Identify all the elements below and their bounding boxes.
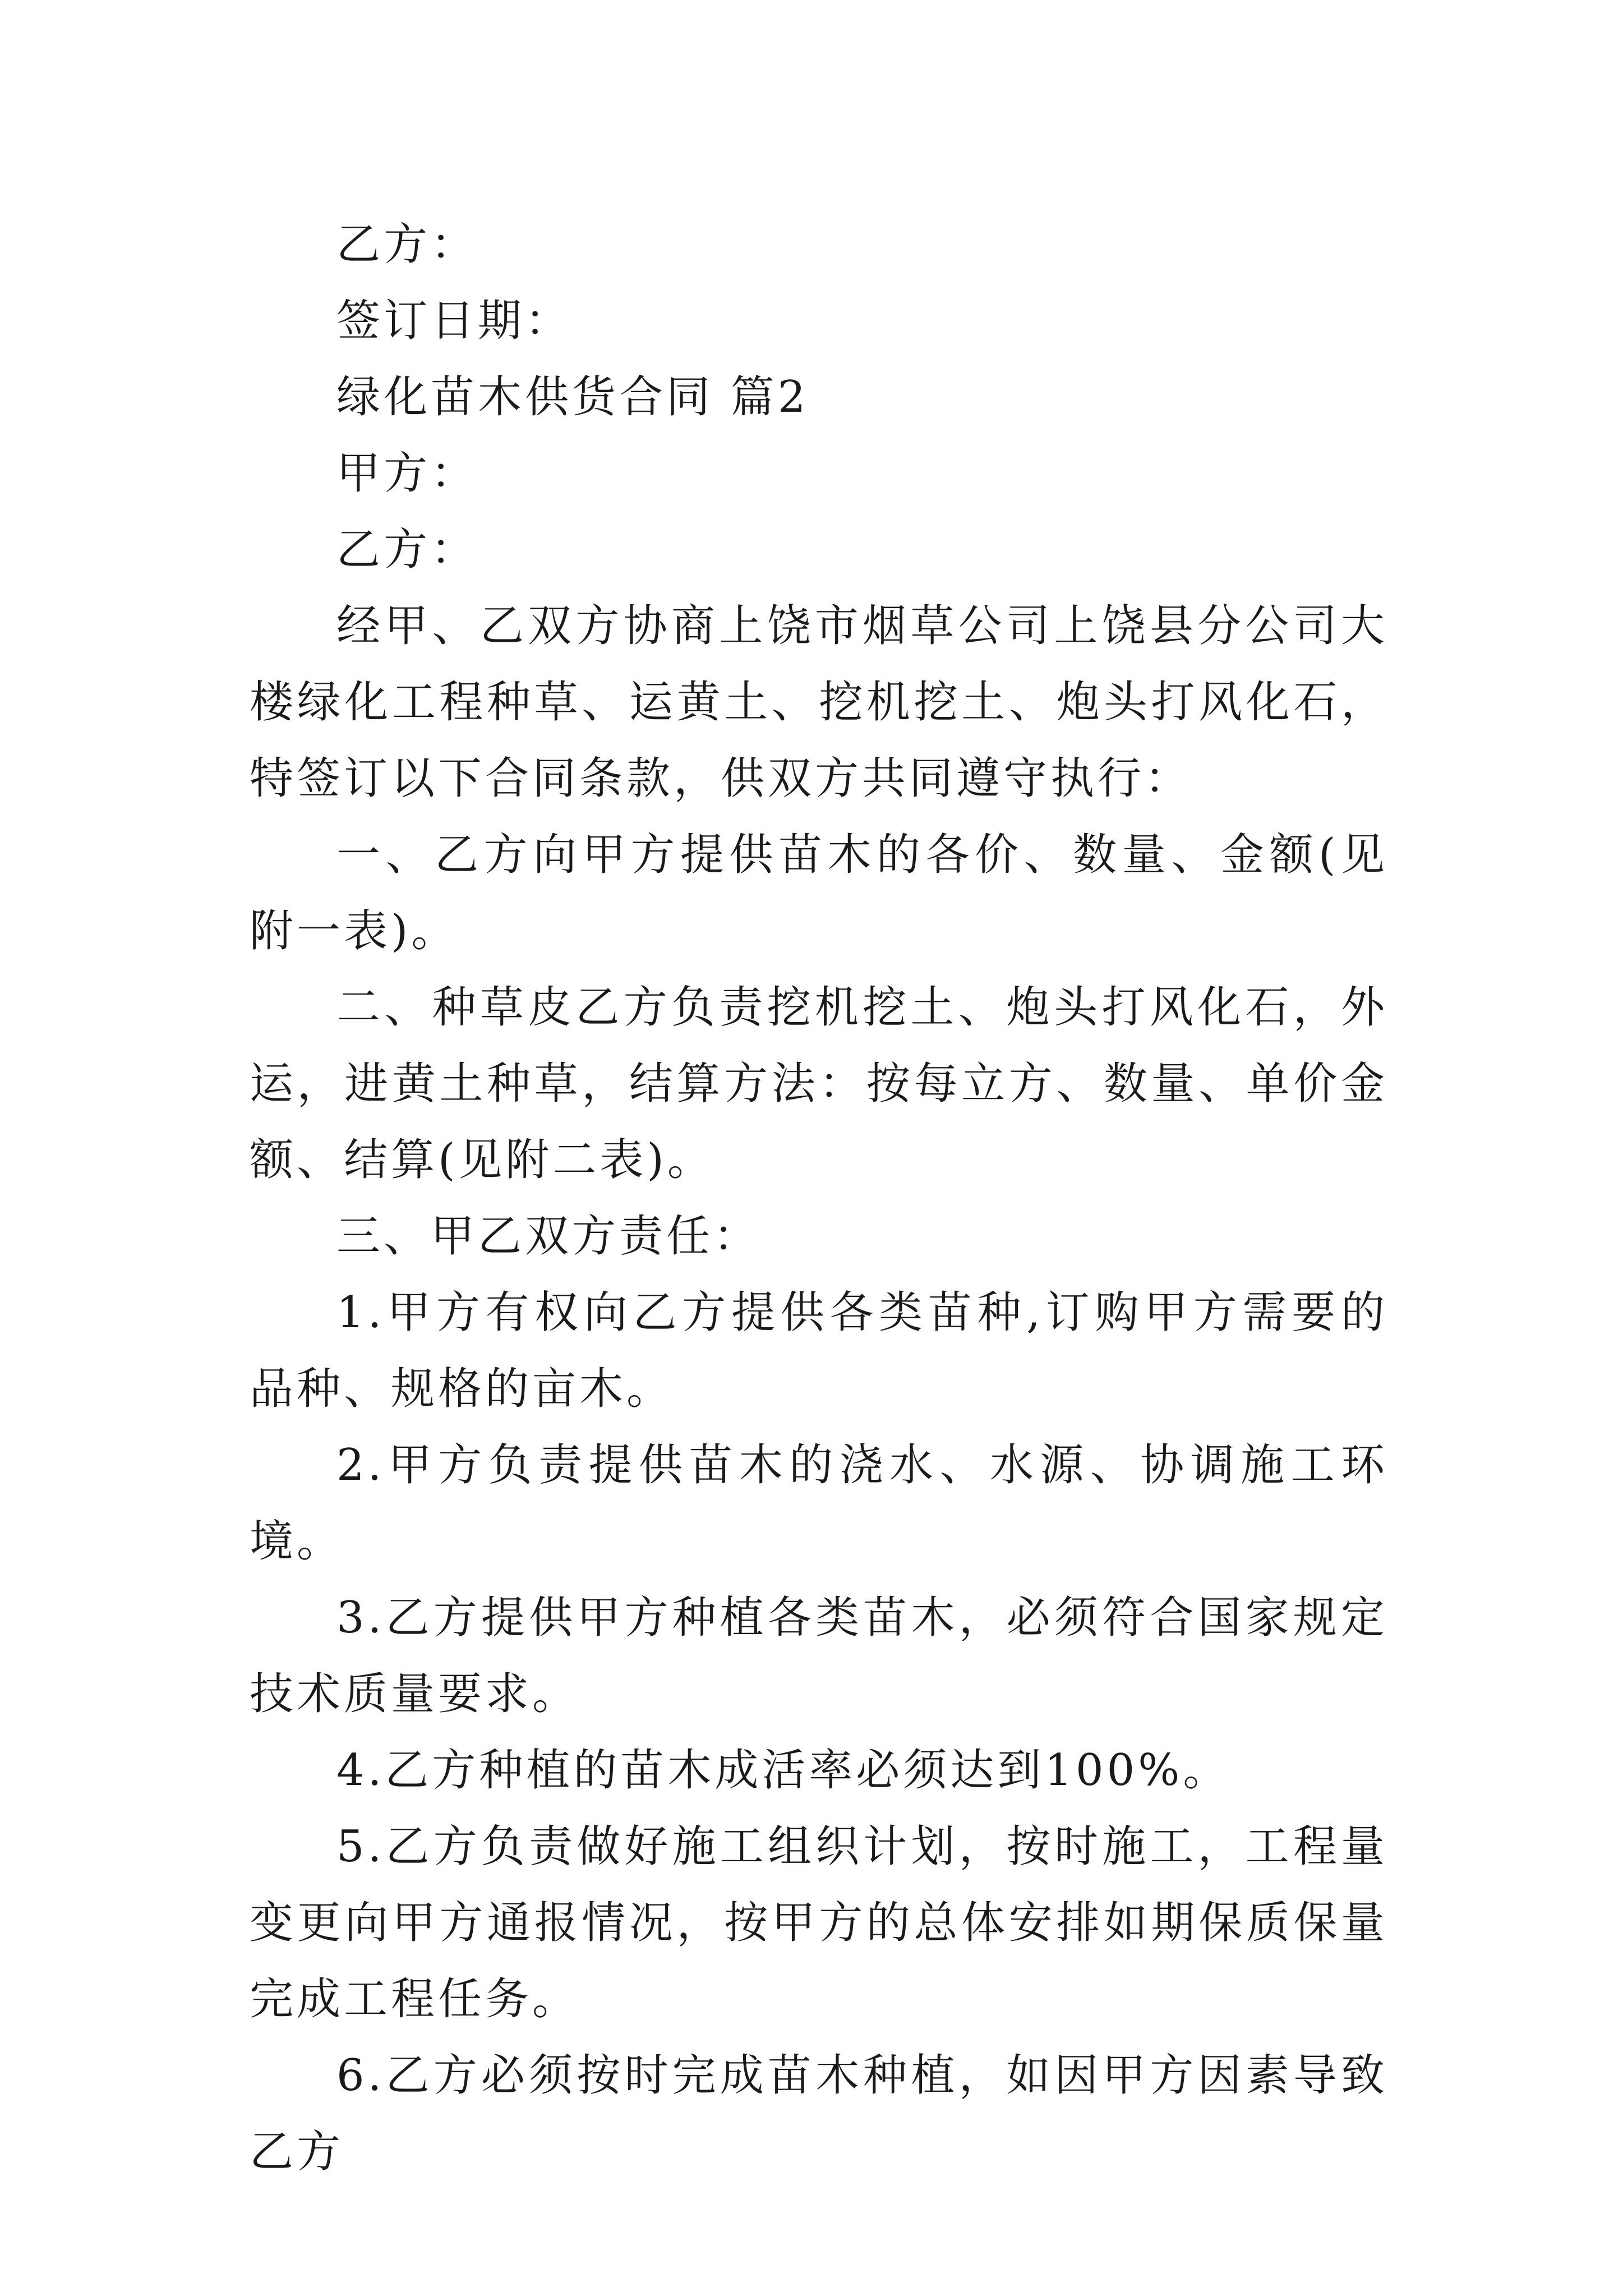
party-b-label: 乙方： <box>336 219 478 270</box>
clause-3-heading: 三、甲乙双方责任： <box>336 1211 761 1262</box>
signing-date-label: 签订日期： <box>336 296 573 346</box>
clause-3-item-1: 1.甲方有权向乙方提供各类苗种,订购甲方需要的品种、规格的亩木。 <box>250 1287 1388 1414</box>
clause-2: 二、种草皮乙方负责挖机挖土、炮头打风化石，外运，进黄土种草，结算方法：按每立方、数量、单价金额、结算(见附二表)。 <box>250 982 1388 1185</box>
clause-3-item-3: 3.乙方提供甲方种植各类苗木，必须符合国家规定技术质量要求。 <box>250 1593 1388 1719</box>
clause-3-item-4: 4.乙方种植的苗木成活率必须达到100%。 <box>336 1745 1230 1796</box>
contract-section-title: 绿化苗木供货合同 篇2 <box>336 372 809 422</box>
clause-3-item-6: 6.乙方必须按时完成苗木种植，如因甲方因素导致乙方 <box>250 2050 1388 2177</box>
clause-1: 一、乙方向甲方提供苗木的各价、数量、金额(见附一表)。 <box>250 830 1388 956</box>
contract-body <box>250 206 1388 2190</box>
party-a-label: 甲方： <box>336 448 478 499</box>
preamble-paragraph: 经甲、乙双方协商上饶市烟草公司上饶县分公司大楼绿化工程种草、运黄土、挖机挖土、炮头打风化石，特签订以下合同条款，供双方共同遵守执行： <box>250 601 1388 804</box>
clause-3-item-2: 2.甲方负责提供苗木的浇水、水源、协调施工环境。 <box>250 1440 1388 1567</box>
party-b-label-2: 乙方： <box>336 524 478 575</box>
clause-3-item-5: 5.乙方负责做好施工组织计划，按时施工，工程量变更向甲方通报情况，按甲方的总体安排如期保质保量完成工程任务。 <box>250 1821 1388 2024</box>
